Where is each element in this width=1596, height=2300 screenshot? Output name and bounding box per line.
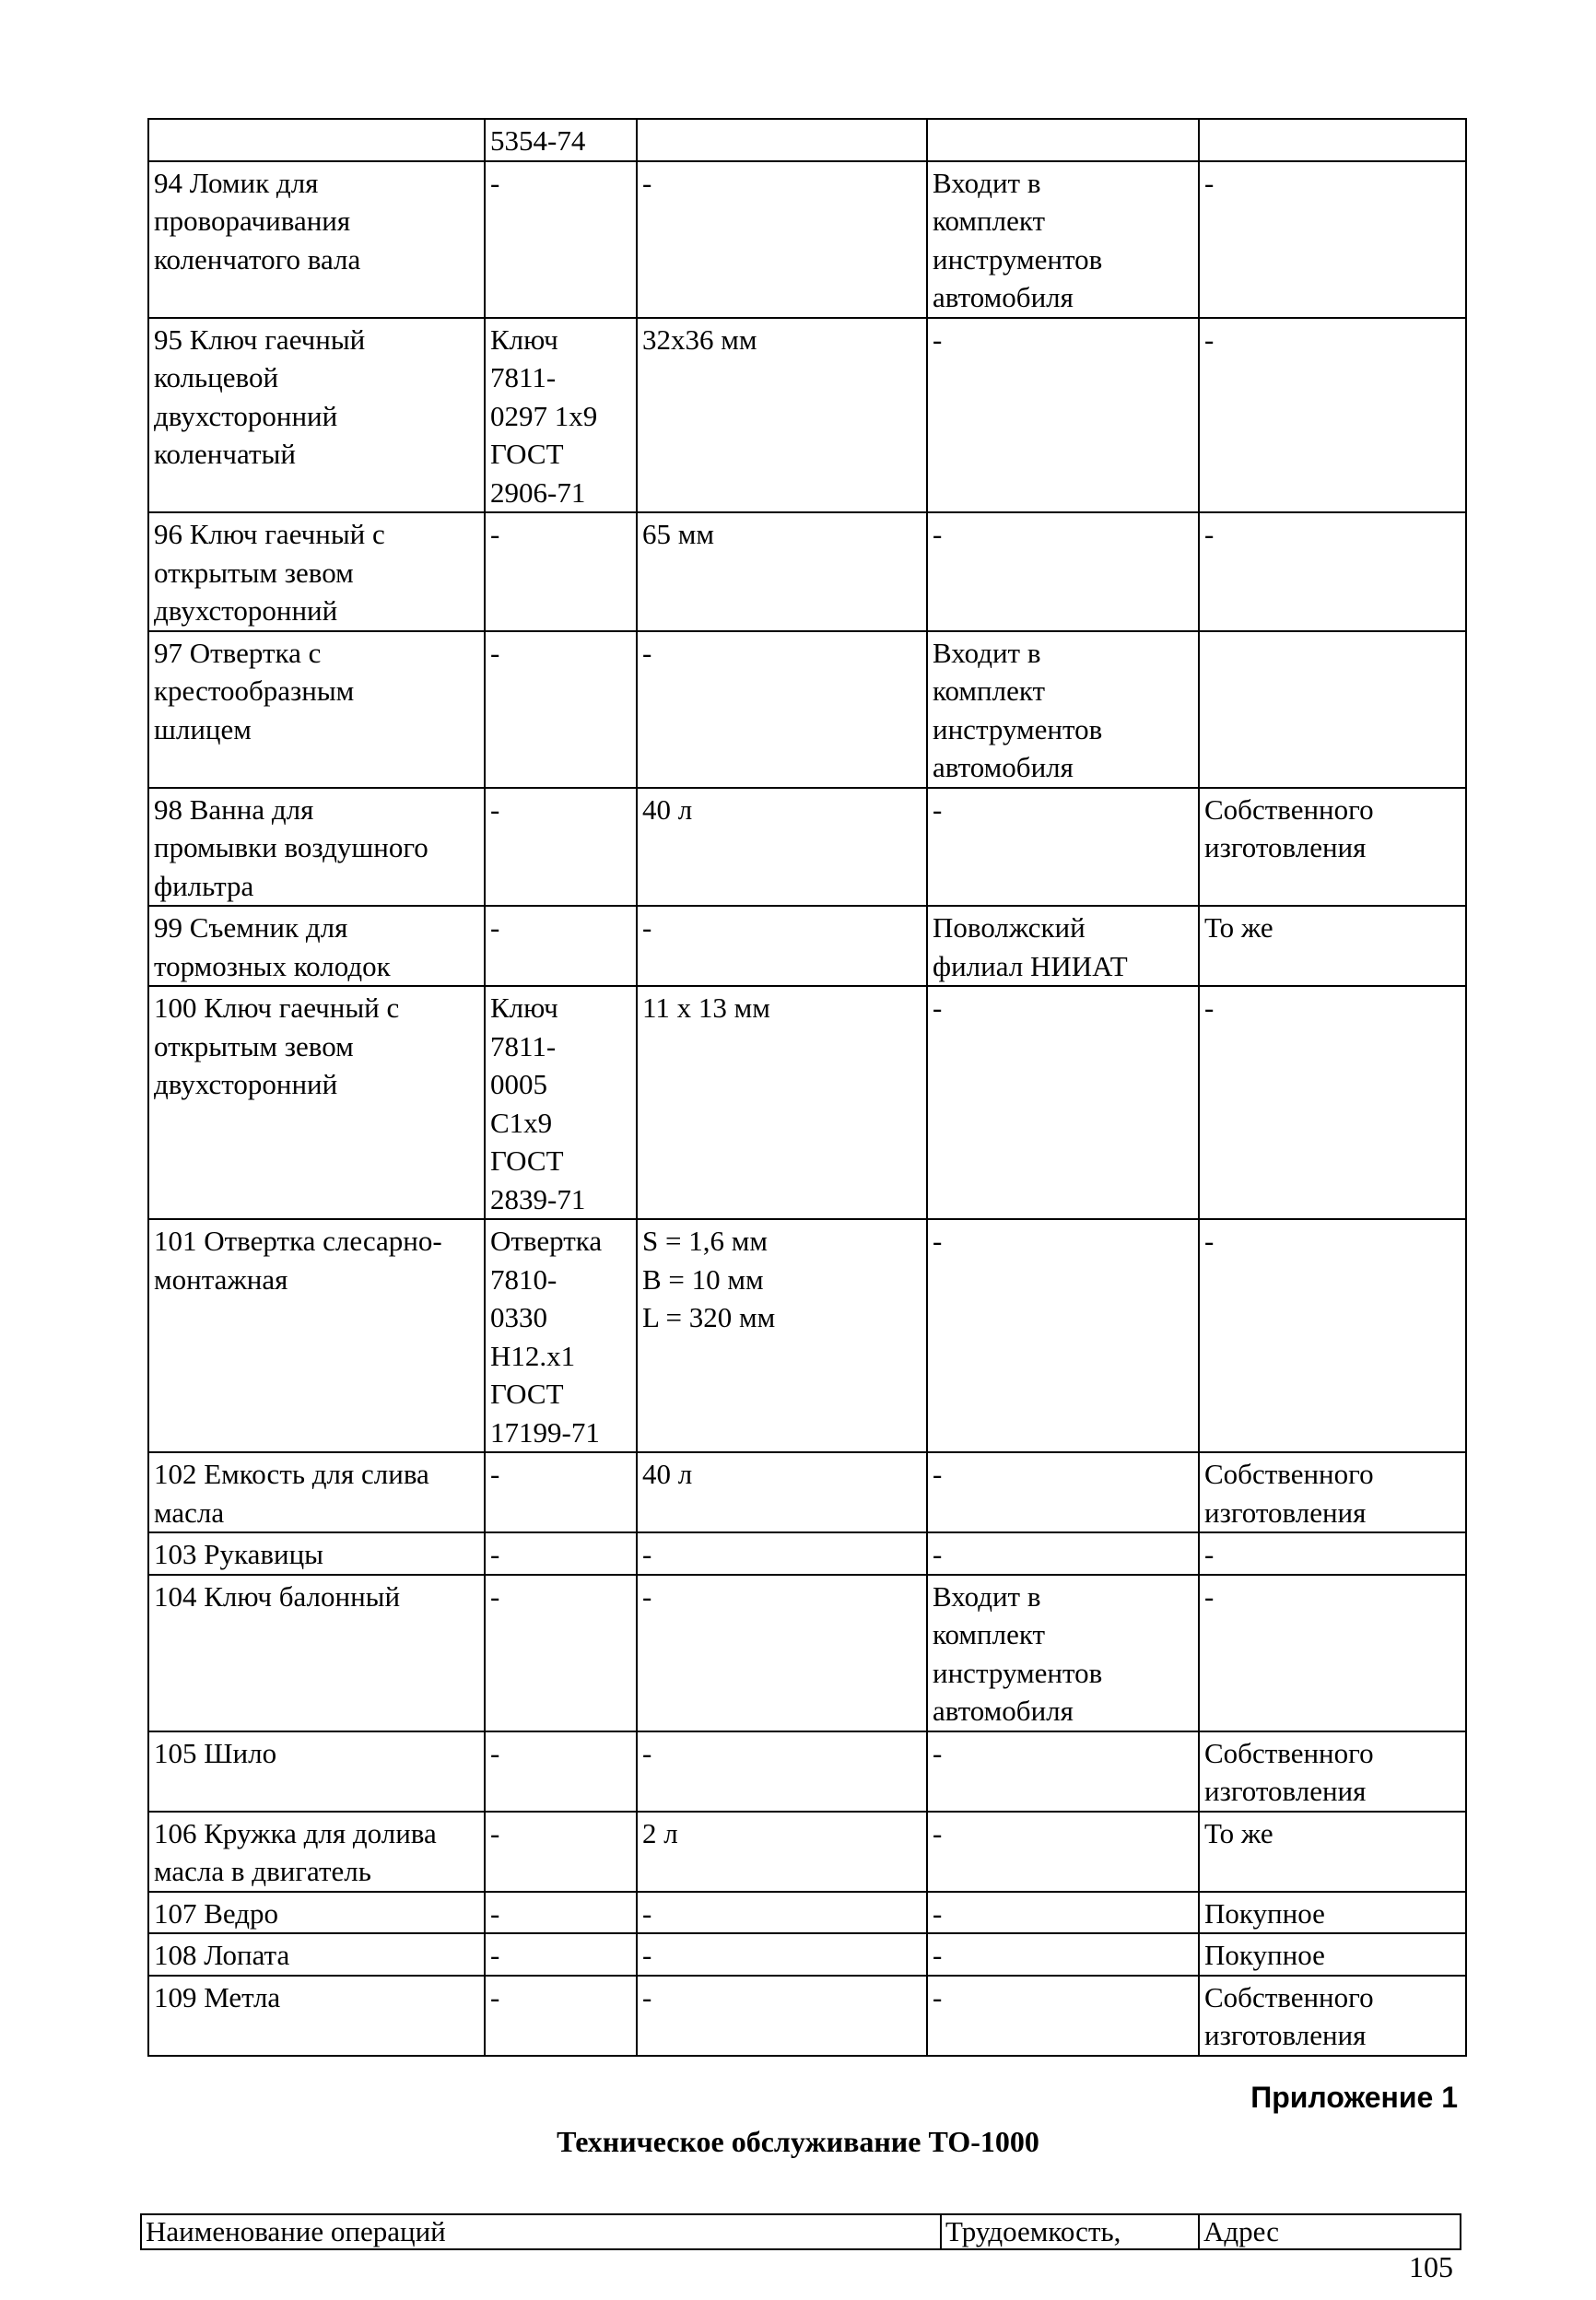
appendix-subtitle: Техническое обслуживание ТО-1000 bbox=[557, 2125, 1039, 2158]
tools-table-body bbox=[148, 119, 1466, 2056]
note-cell: Собственного изготовления bbox=[1199, 1731, 1466, 1812]
header-row bbox=[141, 2214, 1461, 2249]
tool-name-cell bbox=[148, 119, 485, 161]
size-cell: - bbox=[637, 161, 927, 318]
size-cell: 40 л bbox=[637, 1452, 927, 1532]
standard-cell: - bbox=[485, 1976, 637, 2056]
tool-name-cell: 107 Ведро bbox=[148, 1892, 485, 1934]
tool-name-cell: 99 Съемник для тормозных колодок bbox=[148, 906, 485, 986]
tool-name-cell: 98 Ванна для промывки воздушного фильтра bbox=[148, 788, 485, 907]
size-cell: 2 л bbox=[637, 1812, 927, 1892]
tool-name-cell: 100 Ключ гаечный с открытым зевом двухсторонний bbox=[148, 986, 485, 1219]
tool-name-cell: 108 Лопата bbox=[148, 1933, 485, 1976]
manufacturer-cell: - bbox=[927, 1731, 1199, 1812]
table-row bbox=[148, 1532, 1466, 1575]
table-row bbox=[148, 1575, 1466, 1731]
size-cell: 40 л bbox=[637, 788, 927, 907]
size-cell: - bbox=[637, 1933, 927, 1976]
standard-cell: - bbox=[485, 788, 637, 907]
table-row bbox=[148, 1731, 1466, 1812]
standard-cell: - bbox=[485, 1812, 637, 1892]
page-number: 105 bbox=[1409, 2250, 1453, 2283]
manufacturer-cell: - bbox=[927, 788, 1199, 907]
standard-cell: - bbox=[485, 1933, 637, 1976]
tool-name-cell: 96 Ключ гаечный с открытым зевом двухсторонний bbox=[148, 512, 485, 631]
note-cell: То же bbox=[1199, 906, 1466, 986]
note-cell: То же bbox=[1199, 1812, 1466, 1892]
note-cell: - bbox=[1199, 1532, 1466, 1575]
tool-name-cell: 95 Ключ гаечный кольцевой двухсторонний коленчатый bbox=[148, 318, 485, 513]
standard-cell: 5354-74 bbox=[485, 119, 637, 161]
header-operation-name: Наименование операций bbox=[141, 2214, 941, 2249]
note-cell: Собственного изготовления bbox=[1199, 1452, 1466, 1532]
table-row bbox=[148, 1452, 1466, 1532]
note-cell: - bbox=[1199, 1219, 1466, 1452]
manufacturer-cell: - bbox=[927, 512, 1199, 631]
manufacturer-cell: - bbox=[927, 1532, 1199, 1575]
header-address: Адрес bbox=[1199, 2214, 1461, 2249]
tool-name-cell: 101 Отвертка слесарно- монтажная bbox=[148, 1219, 485, 1452]
size-cell: - bbox=[637, 906, 927, 986]
manufacturer-cell: Входит в комплект инструментов автомобиля bbox=[927, 631, 1199, 788]
table-row bbox=[148, 1976, 1466, 2056]
table-row bbox=[148, 1892, 1466, 1934]
tool-name-cell: 105 Шило bbox=[148, 1731, 485, 1812]
note-cell bbox=[1199, 119, 1466, 161]
standard-cell: - bbox=[485, 906, 637, 986]
size-cell: - bbox=[637, 1976, 927, 2056]
tool-name-cell: 106 Кружка для долива масла в двигатель bbox=[148, 1812, 485, 1892]
tool-name-cell: 94 Ломик для проворачивания коленчатого вала bbox=[148, 161, 485, 318]
tool-name-cell: 109 Метла bbox=[148, 1976, 485, 2056]
size-cell: - bbox=[637, 1575, 927, 1731]
manufacturer-cell: - bbox=[927, 1976, 1199, 2056]
note-cell: Собственного изготовления bbox=[1199, 788, 1466, 907]
table-row bbox=[148, 318, 1466, 513]
note-cell: Покупное bbox=[1199, 1892, 1466, 1934]
table-row bbox=[148, 906, 1466, 986]
note-cell: - bbox=[1199, 986, 1466, 1219]
manufacturer-cell: - bbox=[927, 1933, 1199, 1976]
maintenance-table-header bbox=[140, 2213, 1461, 2250]
standard-cell: - bbox=[485, 1575, 637, 1731]
note-cell bbox=[1199, 631, 1466, 788]
note-cell: Покупное bbox=[1199, 1933, 1466, 1976]
size-cell: 11 х 13 мм bbox=[637, 986, 927, 1219]
size-cell: - bbox=[637, 1731, 927, 1812]
header-labor: Трудоемкость, bbox=[941, 2214, 1199, 2249]
tool-name-cell: 104 Ключ балонный bbox=[148, 1575, 485, 1731]
manufacturer-cell: Входит в комплект инструментов автомобиля bbox=[927, 1575, 1199, 1731]
standard-cell: - bbox=[485, 161, 637, 318]
standard-cell: Отвертка 7810- 0330 Н12.х1 ГОСТ 17199-71 bbox=[485, 1219, 637, 1452]
table-row bbox=[148, 631, 1466, 788]
size-cell: - bbox=[637, 631, 927, 788]
manufacturer-cell: Поволжский филиал НИИАТ bbox=[927, 906, 1199, 986]
size-cell: 65 мм bbox=[637, 512, 927, 631]
manufacturer-cell: - bbox=[927, 986, 1199, 1219]
manufacturer-cell: - bbox=[927, 318, 1199, 513]
standard-cell: - bbox=[485, 631, 637, 788]
table-row bbox=[148, 1219, 1466, 1452]
manufacturer-cell: - bbox=[927, 1219, 1199, 1452]
manufacturer-cell: - bbox=[927, 1892, 1199, 1934]
standard-cell: - bbox=[485, 1452, 637, 1532]
tool-name-cell: 97 Отвертка с крестообразным шлицем bbox=[148, 631, 485, 788]
note-cell: - bbox=[1199, 318, 1466, 513]
table-row bbox=[148, 1933, 1466, 1976]
table-row bbox=[148, 119, 1466, 161]
size-cell: S = 1,6 мм В = 10 мм L = 320 мм bbox=[637, 1219, 927, 1452]
appendix-title: Приложение 1 bbox=[1250, 2081, 1458, 2114]
manufacturer-cell bbox=[927, 119, 1199, 161]
standard-cell: - bbox=[485, 1892, 637, 1934]
table-row bbox=[148, 512, 1466, 631]
table-row bbox=[148, 161, 1466, 318]
standard-cell: Ключ 7811- 0297 1х9 ГОСТ 2906-71 bbox=[485, 318, 637, 513]
size-cell bbox=[637, 119, 927, 161]
manufacturer-cell: - bbox=[927, 1452, 1199, 1532]
size-cell: - bbox=[637, 1532, 927, 1575]
table-row bbox=[148, 986, 1466, 1219]
tools-table bbox=[147, 118, 1467, 2057]
note-cell: - bbox=[1199, 161, 1466, 318]
note-cell: Собственного изготовления bbox=[1199, 1976, 1466, 2056]
tool-name-cell: 103 Рукавицы bbox=[148, 1532, 485, 1575]
size-cell: - bbox=[637, 1892, 927, 1934]
manufacturer-cell: Входит в комплект инструментов автомобиля bbox=[927, 161, 1199, 318]
standard-cell: Ключ 7811- 0005 С1х9 ГОСТ 2839-71 bbox=[485, 986, 637, 1219]
table-row bbox=[148, 788, 1466, 907]
standard-cell: - bbox=[485, 512, 637, 631]
size-cell: 32х36 мм bbox=[637, 318, 927, 513]
standard-cell: - bbox=[485, 1731, 637, 1812]
tool-name-cell: 102 Емкость для слива масла bbox=[148, 1452, 485, 1532]
manufacturer-cell: - bbox=[927, 1812, 1199, 1892]
note-cell: - bbox=[1199, 1575, 1466, 1731]
table-row bbox=[148, 1812, 1466, 1892]
note-cell: - bbox=[1199, 512, 1466, 631]
standard-cell: - bbox=[485, 1532, 637, 1575]
